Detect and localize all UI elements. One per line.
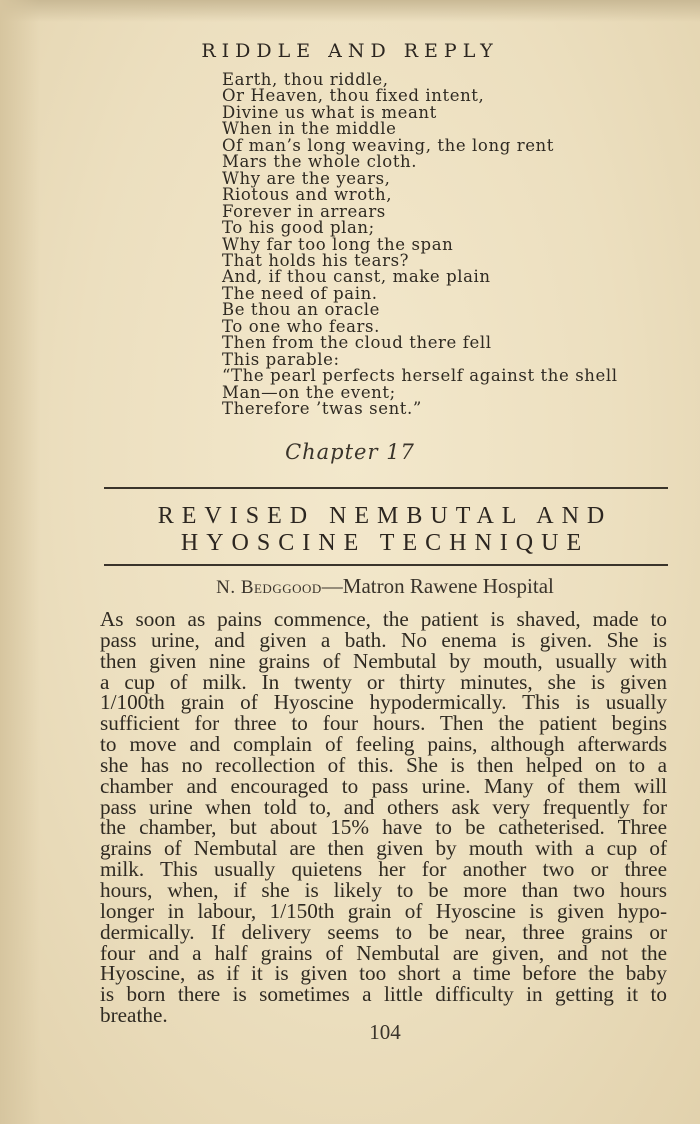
body-line: pass urine when told to, and others ask very frequently for <box>100 794 667 819</box>
poem-line: Then from the cloud there fell <box>222 333 492 353</box>
chapter-heading: Chapter 17 <box>285 440 415 464</box>
poem-line: Or Heaven, thou fixed intent, <box>222 86 485 106</box>
poem-line: And, if thou canst, make plain <box>222 267 491 287</box>
poem-line: To one who fears. <box>222 316 380 336</box>
poem-line: Why far too long the span <box>222 234 454 254</box>
page-number: 104 <box>369 1020 401 1044</box>
body-line: a cup of milk. In twenty or thirty minutes, she is given <box>100 669 667 694</box>
body-line: milk. This usually quietens her for another two or three <box>100 857 667 882</box>
poem-line: Riotous and wroth, <box>222 185 393 205</box>
body-line: As soon as pains commence, the patient is shaved, made to <box>100 607 667 631</box>
poem-line: That holds his tears? <box>222 250 410 270</box>
poem-line: The need of pain. <box>222 283 378 303</box>
poem-line: Divine us what is meant <box>222 102 437 122</box>
title-rule-top <box>104 487 668 489</box>
body-line: then given nine grains of Nembutal by mouth, usually with <box>100 648 667 673</box>
author-affiliation: —Matron Rawene Hospital <box>321 574 554 598</box>
body-line: is born there is sometimes a little difficulty in getting it to <box>100 982 667 1007</box>
article-body <box>100 609 667 1026</box>
poem <box>222 72 662 418</box>
body-line: grains of Nembutal are then given by mouth with a cup of <box>100 836 667 861</box>
title-rule-bottom <box>104 564 668 566</box>
poem-line: Earth, thou riddle, <box>222 70 389 89</box>
poem-line: Why are the years, <box>222 168 391 188</box>
body-line: four and a half grains of Nembutal are given, and not the <box>100 940 667 965</box>
body-line: hours, when, if she is likely to be more than two hours <box>100 877 667 902</box>
poem-line: “The pearl perfects herself against the shell <box>222 366 618 386</box>
poem-line: Therefore ’twas sent.” <box>222 399 422 419</box>
page-edge-shadow-top <box>0 0 700 22</box>
body-line: pass urine, and given a bath. No enema is given. She is <box>100 627 667 652</box>
body-line: she has no recollection of this. She is then helped on to a <box>100 752 667 777</box>
body-line: breathe. <box>100 1003 168 1028</box>
body-line: 1/100th grain of Hyoscine hypodermically. This is usually <box>100 690 667 715</box>
body-line: chamber and encouraged to pass urine. Many of them will <box>100 773 667 798</box>
byline <box>0 574 700 599</box>
body-line: the chamber, but about 15% have to be catheterised. Three <box>100 815 667 840</box>
poem-line: Be thou an oracle <box>222 300 381 320</box>
poem-line: When in the middle <box>222 119 397 139</box>
body-line: to move and complain of feeling pains, although afterwards <box>100 732 667 757</box>
author-name: N. Bedggood <box>216 577 322 598</box>
poem-line: Forever in arrears <box>222 201 386 221</box>
poem-line: Man—on the event; <box>222 382 396 402</box>
body-line: dermically. If delivery seems to be near, three grains or <box>100 919 667 944</box>
body-line: longer in labour, 1/150th grain of Hyoscine is given hypo- <box>100 898 667 923</box>
poem-line: Of man’s long weaving, the long rent <box>222 135 555 155</box>
article-title-line-2: HYOSCINE TECHNIQUE <box>180 530 590 556</box>
poem-line: Mars the whole cloth. <box>222 152 418 172</box>
poem-line: To his good plan; <box>222 218 375 238</box>
body-line: Hyoscine, as if it is given too short a time before the baby <box>100 961 667 986</box>
body-line: sufficient for three to four hours. Then the patient begins <box>100 711 667 736</box>
page-edge-shadow-left <box>0 0 40 1124</box>
poem-line: This parable: <box>222 349 340 369</box>
running-head: RIDDLE AND REPLY <box>201 40 499 62</box>
article-title-line-1: REVISED NEMBUTAL AND <box>157 503 613 529</box>
